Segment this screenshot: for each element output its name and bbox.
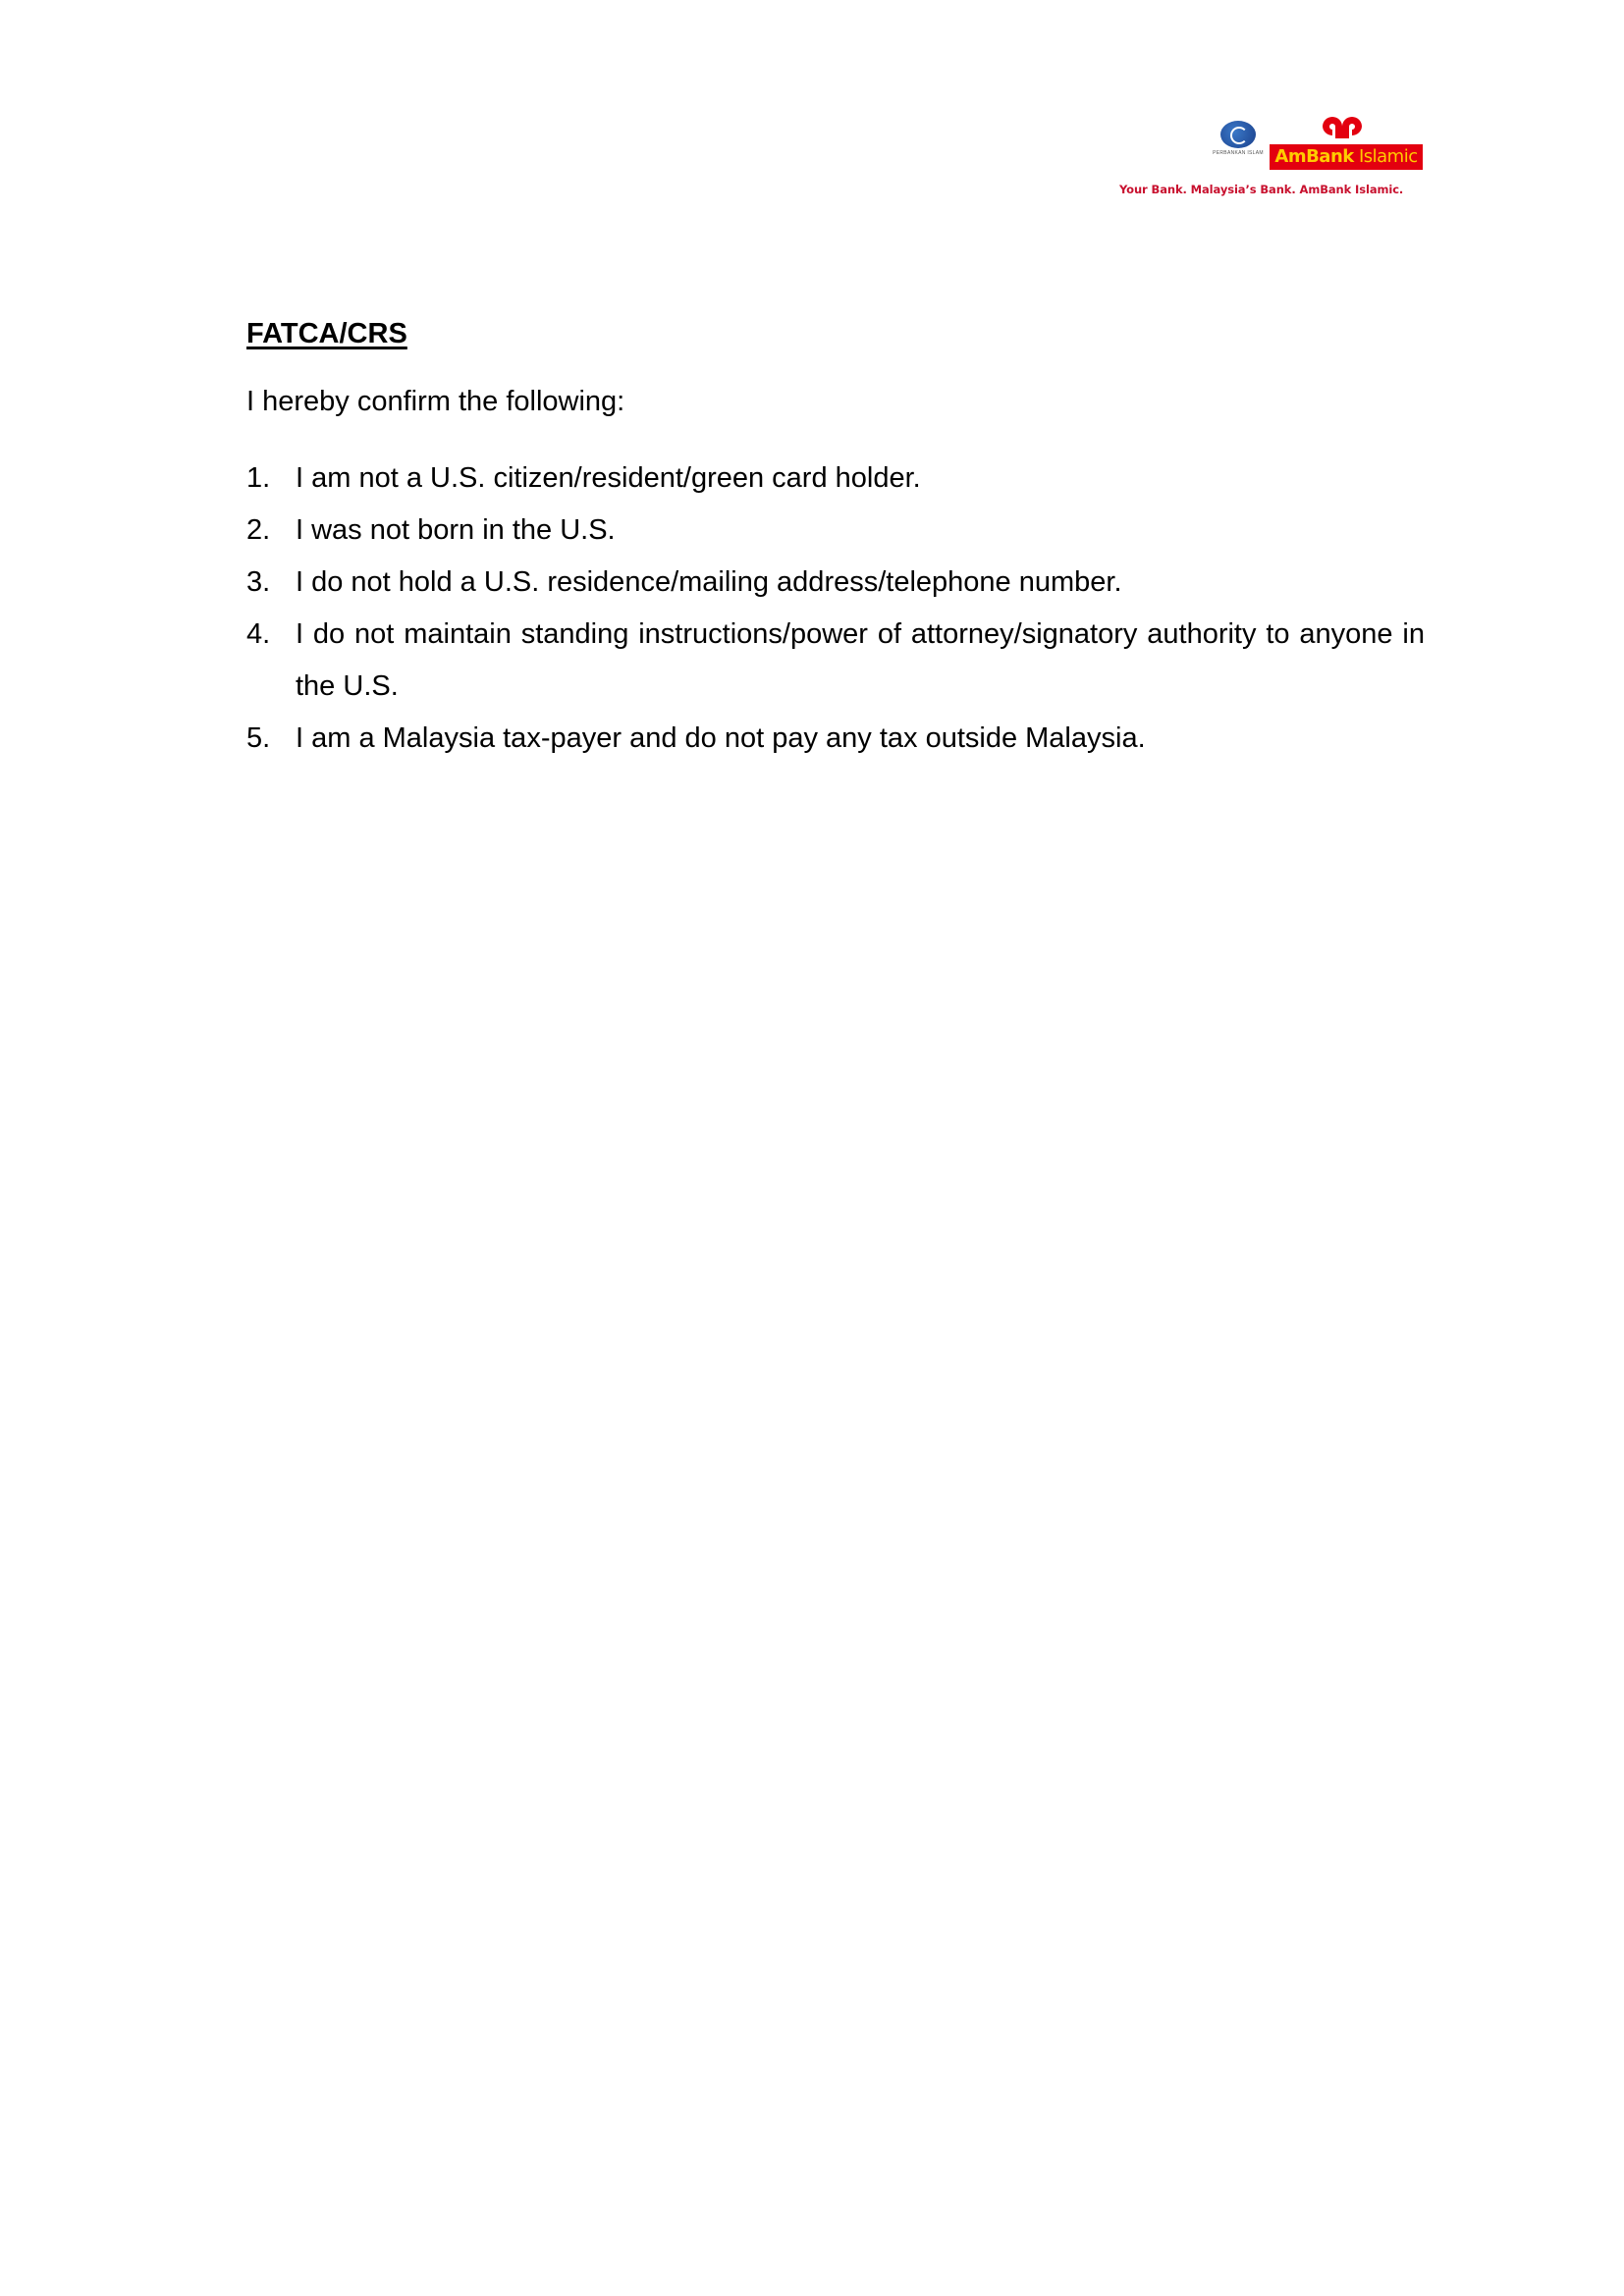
perbankan-islam-logo [1213,121,1264,156]
ambank-brand-text: AmBank [1274,146,1354,167]
item-number: 1. [246,462,271,494]
islamic-text: Islamic [1353,146,1418,167]
item-number: 3. [246,566,271,598]
list-item [246,453,1425,505]
item-number: 2. [246,514,271,546]
item-text: I do not maintain standing instructions/power of attorney/signatory authority to anyone in the U.S. [296,618,1425,702]
document-body [246,316,1425,765]
declaration-list [246,453,1425,765]
item-text: I am a Malaysia tax-payer and do not pay any tax outside Malaysia. [296,722,1146,754]
item-number: 5. [246,722,271,754]
intro-text: I hereby confirm the following: [246,386,625,417]
document-title: FATCA/CRS [246,318,407,349]
item-text: I was not born in the U.S. [296,514,616,546]
list-item [246,505,1425,557]
item-text: I am not a U.S. citizen/resident/green card holder. [296,462,921,494]
list-item [246,557,1425,609]
perbankan-islam-logo-icon [1220,121,1256,148]
list-item [246,609,1425,713]
ambank-symbol-icon [1319,111,1366,140]
item-number: 4. [246,618,271,650]
perbankan-islam-text: PERBANKAN ISLAM [1213,150,1264,156]
list-item [246,713,1425,765]
bank-tagline: Your Bank. Malaysia’s Bank. AmBank Islamic. [1119,183,1404,196]
ambank-islamic-wordmark [1270,144,1423,170]
item-text: I do not hold a U.S. residence/mailing address/telephone number. [296,566,1122,598]
